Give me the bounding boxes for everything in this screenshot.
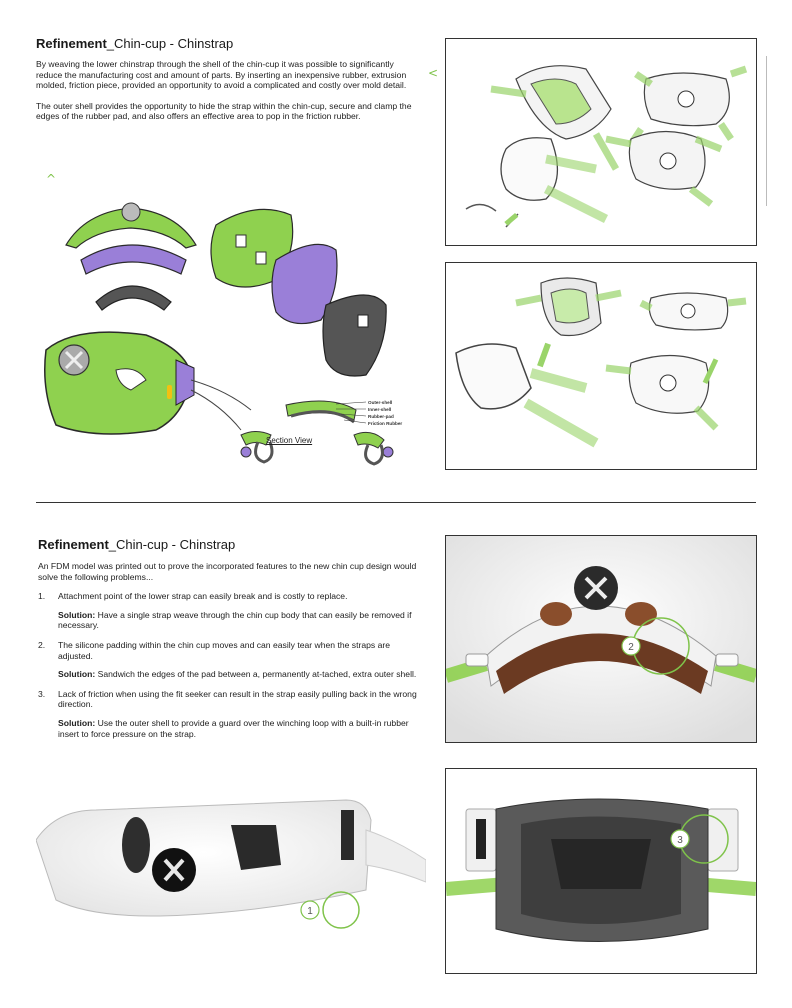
- sketch-frame-1: [445, 38, 757, 246]
- left-chevron-icon: <: [428, 66, 439, 80]
- photo-chin-cup-front: [36, 770, 426, 970]
- sketch-x-badge: [122, 203, 140, 221]
- sketch-slot: [256, 252, 266, 264]
- list-item: [38, 640, 418, 680]
- sketch-slot: [236, 235, 246, 247]
- section2-intro: An FDM model was printed out to prove the incorporated features to the new chin cup design would solve the following problems...: [38, 561, 417, 582]
- sketch-rubber-pad-side: [323, 295, 386, 376]
- solution-text: Solution: Sandwich the edges of the pad between a, permanently at-tached, extra outer shell.: [58, 669, 417, 680]
- sketch-clip-right-dot: [383, 447, 393, 457]
- photo-frame-back: [445, 768, 757, 974]
- list-item: [38, 591, 418, 631]
- side-rule: [766, 56, 767, 206]
- list-number: 3.: [38, 688, 46, 699]
- section2-body: [38, 561, 418, 748]
- section1-body: [36, 59, 414, 122]
- callout-outer-shell: Outer-shell: [368, 400, 393, 405]
- section1-title: [36, 36, 233, 51]
- up-chevron-icon: ^: [46, 172, 57, 186]
- marker-label-1: 1: [307, 906, 313, 917]
- problem-text: Lack of friction when using the fit seeker can result in the strap easily pulling back in the wrong direction.: [58, 688, 417, 710]
- list-number: 1.: [38, 591, 46, 602]
- sketch-clip-right-loop: [366, 445, 383, 464]
- section2-title: [38, 537, 235, 552]
- section1-title-rest: _Chin-cup - Chinstrap: [106, 36, 234, 51]
- solution-text: Solution: Use the outer shell to provide a guard over the winching loop with a built-in rubber insert to force pressure on the strap.: [58, 717, 409, 739]
- sketch-friction-insert: [167, 385, 172, 399]
- section2-title-rest: _Chin-cup - Chinstrap: [108, 537, 236, 552]
- section-view-label: Section View: [266, 436, 313, 445]
- callout-inner-shell: Inner-shell: [368, 407, 392, 412]
- section-divider: [36, 502, 756, 503]
- sketch-rubber-pad: [96, 286, 171, 310]
- problem-list: [38, 591, 418, 739]
- section1-paragraph-1: By weaving the lower chinstrap through the shell of the chin-cup it was possible to significantly reduce the manufacturing cost and amount of parts. By inserting an inexpensive rubber, extrusion molded, friction piece, provided an opportunity to avoid a complicated and costly over mold detail.: [36, 59, 407, 91]
- chin-cup-exploded-sketch: [36, 190, 416, 480]
- problem-text: The silicone padding within the chin cup moves and can easily tear when the straps are adjusted.: [58, 639, 391, 661]
- list-number: 2.: [38, 639, 46, 650]
- marker-label-2: 2: [628, 642, 634, 653]
- sketch-clip-left-loop: [256, 442, 272, 462]
- sketch-strap-lines: [191, 380, 251, 430]
- photo-frame-top: [445, 535, 757, 743]
- problem-text: Attachment point of the lower strap can easily break and is costly to replace.: [58, 591, 348, 602]
- section2-title-bold: Refinement: [38, 537, 109, 552]
- sketch-slot: [358, 315, 368, 327]
- callout-rubber-pad: Rubber-pad: [368, 414, 394, 419]
- solution-text: Solution: Have a single strap weave through the chin cup body that can easily be removed if necessary.: [58, 609, 412, 631]
- section1-paragraph-2: The outer shell provides the opportunity to hide the strap within the chin-cup, secure and clamp the edges of the rubber pad, and also offers an effective area to pop in the friction rubber.: [36, 100, 412, 122]
- sketch-clip-left-dot: [241, 447, 251, 457]
- sketch-frame-2: [445, 262, 757, 470]
- callout-friction-rubber: Friction Rubber: [368, 421, 403, 426]
- list-item: [38, 689, 418, 739]
- section1-title-bold: Refinement: [36, 36, 107, 51]
- sketch-inner-shell: [81, 245, 186, 274]
- marker-label-3: 3: [677, 835, 683, 846]
- sketch-assembly-purple-edge: [176, 360, 194, 405]
